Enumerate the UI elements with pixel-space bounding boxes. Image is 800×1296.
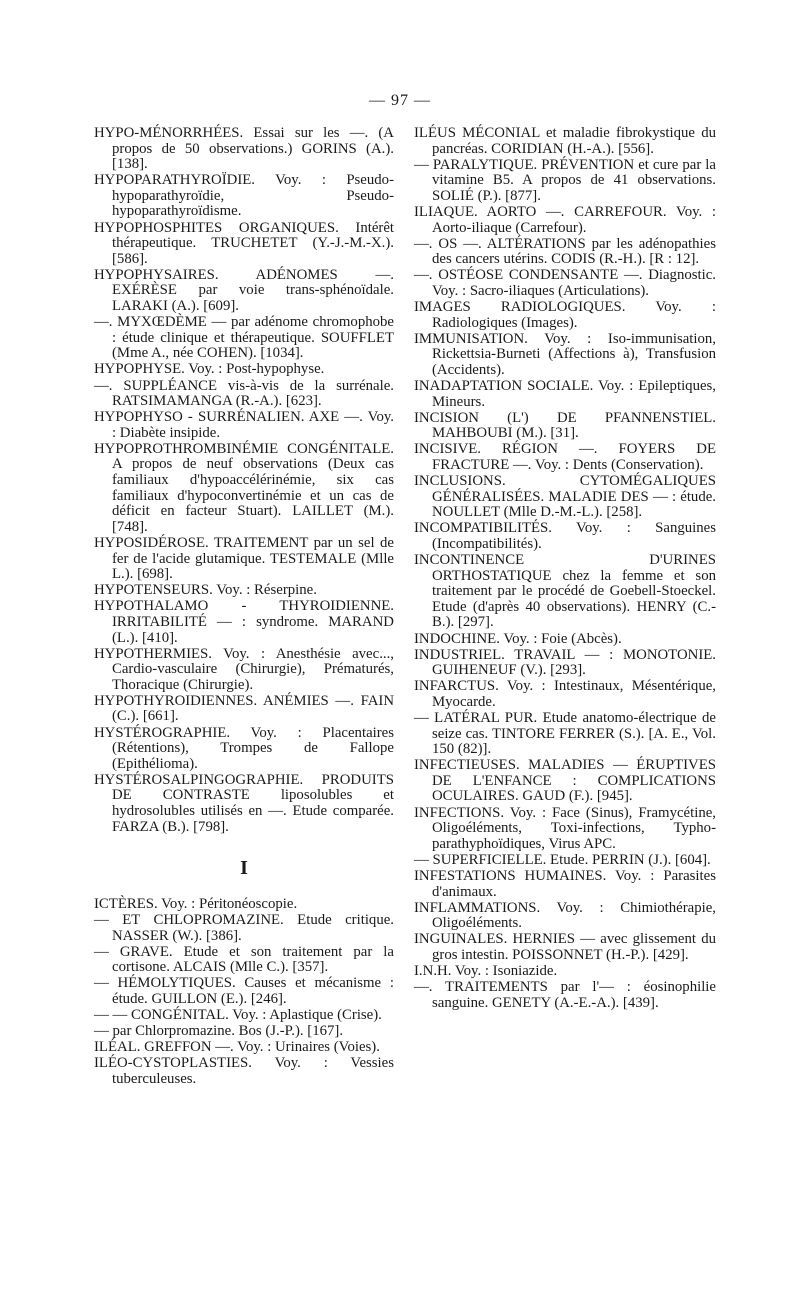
index-entry: HYPOPHOSPHITES ORGANIQUES. Intérêt thérapeutique. TRUCHETET (Y.-J.-M.-X.). [586]. bbox=[94, 219, 394, 267]
index-entry: I.N.H. Voy. : Isoniazide. bbox=[414, 962, 558, 979]
index-entry: HYPOTHYROIDIENNES. ANÉMIES —. FAIN (C.). [661]. bbox=[94, 692, 394, 725]
index-entry: — PARALYTIQUE. PRÉVENTION et cure par la vitamine B5. A propos de 41 observations. SOLIÉ (P.). [877]. bbox=[414, 156, 716, 204]
index-entry: INADAPTATION SOCIALE. Voy. : Epileptiques, Mineurs. bbox=[414, 378, 716, 410]
index-entry: — par Chlorpromazine. Bos (J.-P.). [167]. bbox=[94, 1023, 344, 1040]
index-entry: — HÉMOLYTIQUES. Causes et mécanisme : étude. GUILLON (E.). [246]. bbox=[94, 975, 394, 1007]
index-entry: HYPOTENSEURS. Voy. : Réserpine. bbox=[94, 582, 317, 599]
index-entry: ILÉAL. GREFFON —. Voy. : Urinaires (Voies). bbox=[94, 1039, 380, 1056]
right-column bbox=[414, 126, 716, 1012]
index-entry: HYSTÉROSALPINGOGRAPHIE. PRODUITS DE CONTRASTE liposolubles et hydrosolubles utilisés en —. Etude comparée. FARZA (B.). [798]. bbox=[94, 771, 394, 835]
index-entry: —. OS —. ALTÉRATIONS par les adénopathies des cancers utérins. CODIS (R.-H.). [R : 12]. bbox=[414, 235, 716, 268]
index-entry: INDUSTRIEL. TRAVAIL — : MONOTONIE. GUIHENEUF (V.). [293]. bbox=[414, 646, 716, 679]
index-entry: —. MYXŒDÈME — par adénome chromophobe : étude clinique et thérapeutique. SOUFFLET (Mme A., née COHEN). [1034]. bbox=[94, 314, 394, 362]
index-entry: IMAGES RADIOLOGIQUES. Voy. : Radiologiques (Images). bbox=[414, 299, 716, 331]
index-entry: HYSTÉROGRAPHIE. Voy. : Placentaires (Rétentions), Trompes de Fallope (Epithélioma). bbox=[94, 724, 394, 772]
index-entry: HYPOPHYSO - SURRÉNALIEN. AXE —. Voy. : Diabète insipide. bbox=[94, 409, 394, 441]
index-entry: —. SUPPLÉANCE vis-à-vis de la surrénale. RATSIMAMANGA (R.-A.). [623]. bbox=[94, 377, 394, 410]
index-entry: HYPOPARATHYROÏDIE. Voy. : Pseudo-hypoparathyroïdie, Pseudo-hypoparathyroïdisme. bbox=[94, 172, 394, 220]
index-entry: — SUPERFICIELLE. Etude. PERRIN (J.). [604]. bbox=[414, 851, 711, 868]
index-entry: INDOCHINE. Voy. : Foie (Abcès). bbox=[414, 630, 622, 647]
index-entry: INFARCTUS. Voy. : Intestinaux, Mésentérique, Myocarde. bbox=[414, 678, 716, 710]
index-entry: HYPOPROTHROMBINÉMIE CONGÉNITALE. A propos de neuf observations (Deux cas familiaux d'hypoaccélérinémie, six cas familiaux d'hypoconvertinémie et un cas de déficit en facteur Stuart). LAILLET (M.). [748]. bbox=[94, 440, 394, 535]
index-entry: INGUINALES. HERNIES — avec glissement du gros intestin. POISSONNET (H.-P.). [429]. bbox=[414, 931, 716, 963]
index-entry: INCISION (L') DE PFANNENSTIEL. MAHBOUBI (M.). [31]. bbox=[414, 409, 716, 442]
index-entry: HYPOPHYSE. Voy. : Post-hypophyse. bbox=[94, 361, 325, 378]
index-entry: HYPO-MÉNORRHÉES. Essai sur les —. (A propos de 50 observations.) GORINS (A.). [138]. bbox=[94, 125, 394, 173]
index-entry: INFECTIEUSES. MALADIES — ÉRUPTIVES DE L'ENFANCE : COMPLICATIONS OCULAIRES. GAUD (F.). [945]. bbox=[414, 757, 716, 805]
index-entry: ILÉUS MÉCONIAL et maladie fibrokystique du pancréas. CORIDIAN (H.-A.). [556]. bbox=[414, 125, 716, 157]
index-entry: ILÉO-CYSTOPLASTIES. Voy. : Vessies tuberculeuses. bbox=[94, 1055, 394, 1087]
index-entry: IMMUNISATION. Voy. : Iso-immunisation, Rickettsia-Burneti (Affections à), Transfusion (Accidents). bbox=[414, 330, 716, 378]
index-entry: INFECTIONS. Voy. : Face (Sinus), Framycétine, Oligoéléments, Toxi-infections, Typho-parathyphoïdiques, Virus APC. bbox=[414, 804, 716, 852]
index-entry: HYPOTHERMIES. Voy. : Anesthésie avec..., Cardio-vasculaire (Chirurgie), Prématurés, Thoracique (Chirurgie). bbox=[94, 645, 394, 693]
index-entry: ICTÈRES. Voy. : Péritonéoscopie. bbox=[94, 895, 298, 912]
index-entry: INFLAMMATIONS. Voy. : Chimiothérapie, Oligoéléments. bbox=[414, 899, 716, 932]
index-entry: — LATÉRAL PUR. Etude anatomo-électrique de seize cas. TINTORE FERRER (S.). [A. E., Vol. 150 (82)]. bbox=[414, 709, 716, 758]
index-entry: HYPOSIDÉROSE. TRAITEMENT par un sel de fer de l'acide glutamique. TESTEMALE (Mlle L.). [698]. bbox=[94, 534, 394, 583]
index-entry: INCISIVE. RÉGION —. FOYERS DE FRACTURE —. Voy. : Dents (Conservation). bbox=[414, 441, 716, 473]
left-column bbox=[94, 126, 394, 1088]
index-entry: — — CONGÉNITAL. Voy. : Aplastique (Crise). bbox=[94, 1006, 382, 1023]
index-entry: INCOMPATIBILITÉS. Voy. : Sanguines (Incompatibilités). bbox=[414, 520, 716, 552]
index-entry: HYPOTHALAMO - THYROIDIENNE. IRRITABILITÉ — : syndrome. MARAND (L.). [410]. bbox=[94, 598, 394, 646]
index-entry: ILIAQUE. AORTO —. CARREFOUR. Voy. : Aorto-iliaque (Carrefour). bbox=[414, 203, 716, 236]
index-entry: INCLUSIONS. CYTOMÉGALIQUES GÉNÉRALISÉES. MALADIE DES — : étude. NOULLET (Mlle D.-M.-L.). [258]. bbox=[414, 473, 716, 521]
index-entry: INCONTINENCE D'URINES ORTHOSTATIQUE chez la femme et son traitement par le procédé de Goebell-Stoeckel. Etude (d'après 40 observations). HENRY (C.-B.). [297]. bbox=[414, 552, 716, 631]
index-entry: — GRAVE. Etude et son traitement par la cortisone. ALCAIS (Mlle C.). [357]. bbox=[94, 943, 394, 976]
index-entry: INFESTATIONS HUMAINES. Voy. : Parasites d'animaux. bbox=[414, 867, 716, 900]
index-entry: — ET CHLOPROMAZINE. Etude critique. NASSER (W.). [386]. bbox=[94, 911, 394, 944]
index-entry: HYPOPHYSAIRES. ADÉNOMES —. EXÉRÈSE par voie trans-sphénoïdale. LARAKI (A.). [609]. bbox=[94, 266, 394, 315]
page-number: — 97 — bbox=[369, 92, 431, 109]
index-entry: —. OSTÉOSE CONDENSANTE —. Diagnostic. Voy. : Sacro-iliaques (Articulations). bbox=[414, 267, 716, 299]
section-letter: I bbox=[240, 857, 248, 880]
index-entry: —. TRAITEMENTS par l'— : éosinophilie sanguine. GENETY (A.-E.-A.). [439]. bbox=[414, 979, 716, 1011]
